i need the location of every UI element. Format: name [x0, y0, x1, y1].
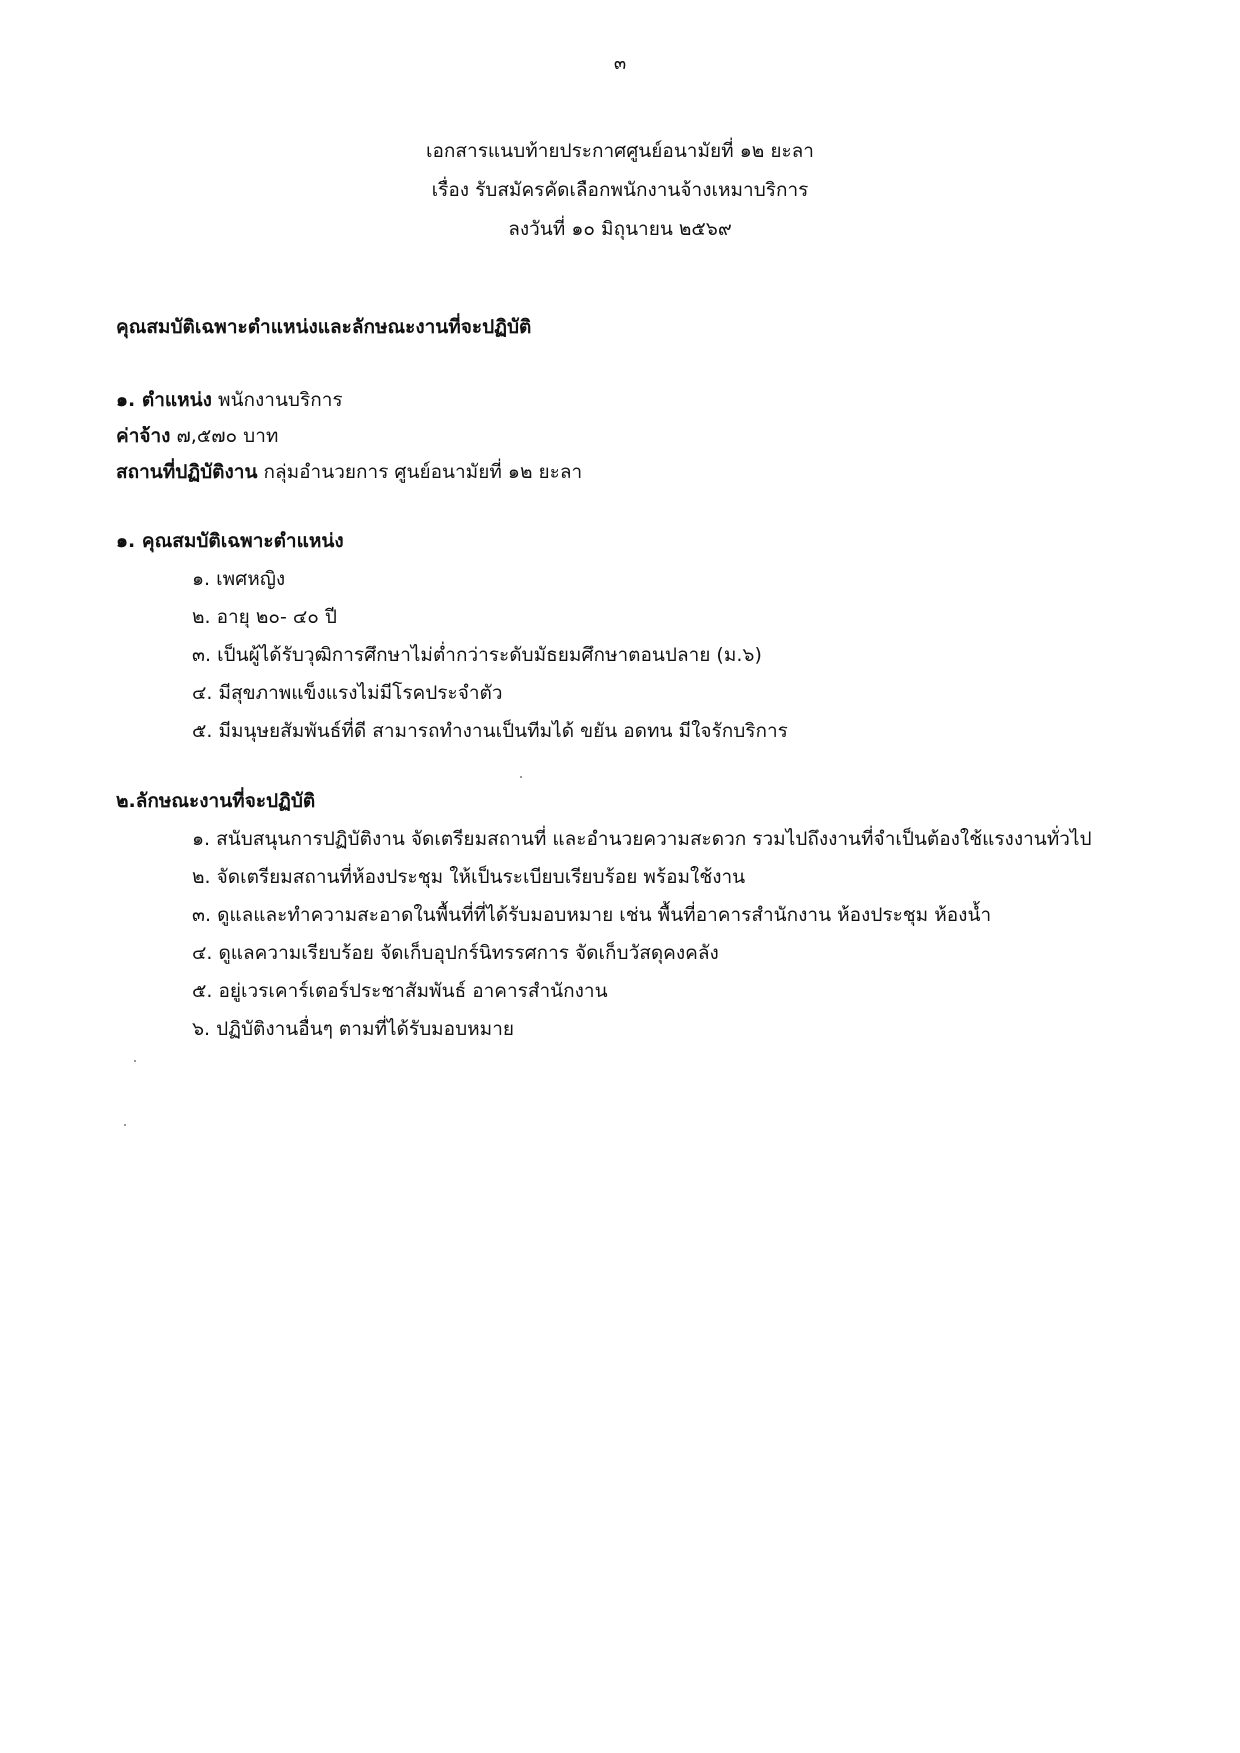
position-value: พนักงานบริการ: [211, 389, 343, 411]
main-heading: คุณสมบัติเฉพาะตำแหน่งและลักษณะงานที่จะปฏิบัติ: [116, 316, 532, 338]
list-item: ๒. อายุ ๒๐- ๔๐ ปี: [192, 606, 337, 628]
wage-value: ๗,๕๗๐ บาท: [170, 425, 279, 447]
duties-section: [116, 782, 1146, 1048]
list-item: ๔. มีสุขภาพแข็งแรงไม่มีโรคประจำตัว: [192, 682, 503, 704]
list-item: ๓. ดูแลและทำความสะอาดในพื้นที่ที่ได้รับมอบหมาย เช่น พื้นที่อาคารสำนักงาน ห้องประชุม ห้องน้ำ: [192, 904, 992, 926]
qualifications-heading: ๑. คุณสมบัติเฉพาะตำแหน่ง: [116, 530, 344, 552]
list-item: ๔. ดูแลความเรียบร้อย จัดเก็บอุปกร์นิทรรศการ จัดเก็บวัสดุคงคลัง: [192, 942, 719, 964]
wage-label: ค่าจ้าง: [116, 425, 171, 447]
position-line: [116, 382, 1146, 418]
workplace-value: กลุ่มอำนวยการ ศูนย์อนามัยที่ ๑๒ ยะลา: [257, 461, 583, 483]
position-label: ๑. ตำแหน่ง: [116, 389, 212, 411]
list-item: ๑. สนับสนุนการปฏิบัติงาน จัดเตรียมสถานที่ และอำนวยความสะดวก รวมไปถึงงานที่จำเป็นต้องใช้แรงงานทั่วไป: [192, 828, 1092, 850]
workplace-label: สถานที่ปฏิบัติงาน: [116, 461, 258, 483]
scan-speck: [520, 776, 522, 778]
list-item: ๖. ปฏิบัติงานอื่นๆ ตามที่ได้รับมอบหมาย: [192, 1018, 514, 1040]
duties-heading: ๒.ลักษณะงานที่จะปฏิบัติ: [116, 790, 316, 812]
header-subject: เรื่อง รับสมัครคัดเลือกพนักงานจ้างเหมาบริการ: [431, 179, 809, 201]
list-item: ๑. เพศหญิง: [192, 568, 286, 590]
list-item: ๕. อยู่เวรเคาร์เตอร์ประชาสัมพันธ์ อาคารสำนักงาน: [192, 980, 608, 1002]
list-item: ๓. เป็นผู้ได้รับวุฒิการศึกษาไม่ต่ำกว่าระดับมัธยมศึกษาตอนปลาย (ม.๖): [192, 644, 762, 666]
list-item: ๒. จัดเตรียมสถานที่ห้องประชุม ให้เป็นระเบียบเรียบร้อย พร้อมใช้งาน: [192, 866, 746, 888]
wage-line: [116, 418, 1146, 454]
document-header: [0, 132, 1240, 249]
header-title: เอกสารแนบท้ายประกาศศูนย์อนามัยที่ ๑๒ ยะลา: [426, 140, 814, 162]
page-number: ๓: [613, 53, 627, 74]
header-date: ลงวันที่ ๑๐ มิถุนายน ๒๕๖๙: [508, 218, 732, 240]
workplace-line: [116, 454, 1146, 490]
scan-speck: [124, 1124, 126, 1126]
position-info: [116, 382, 1146, 490]
list-item: ๕. มีมนุษยสัมพันธ์ที่ดี สามารถทำงานเป็นทีมได้ ขยัน อดทน มีใจรักบริการ: [192, 720, 788, 742]
qualifications-section: [116, 522, 1146, 750]
scan-speck: [134, 1060, 136, 1062]
document-body: [116, 308, 1146, 1080]
